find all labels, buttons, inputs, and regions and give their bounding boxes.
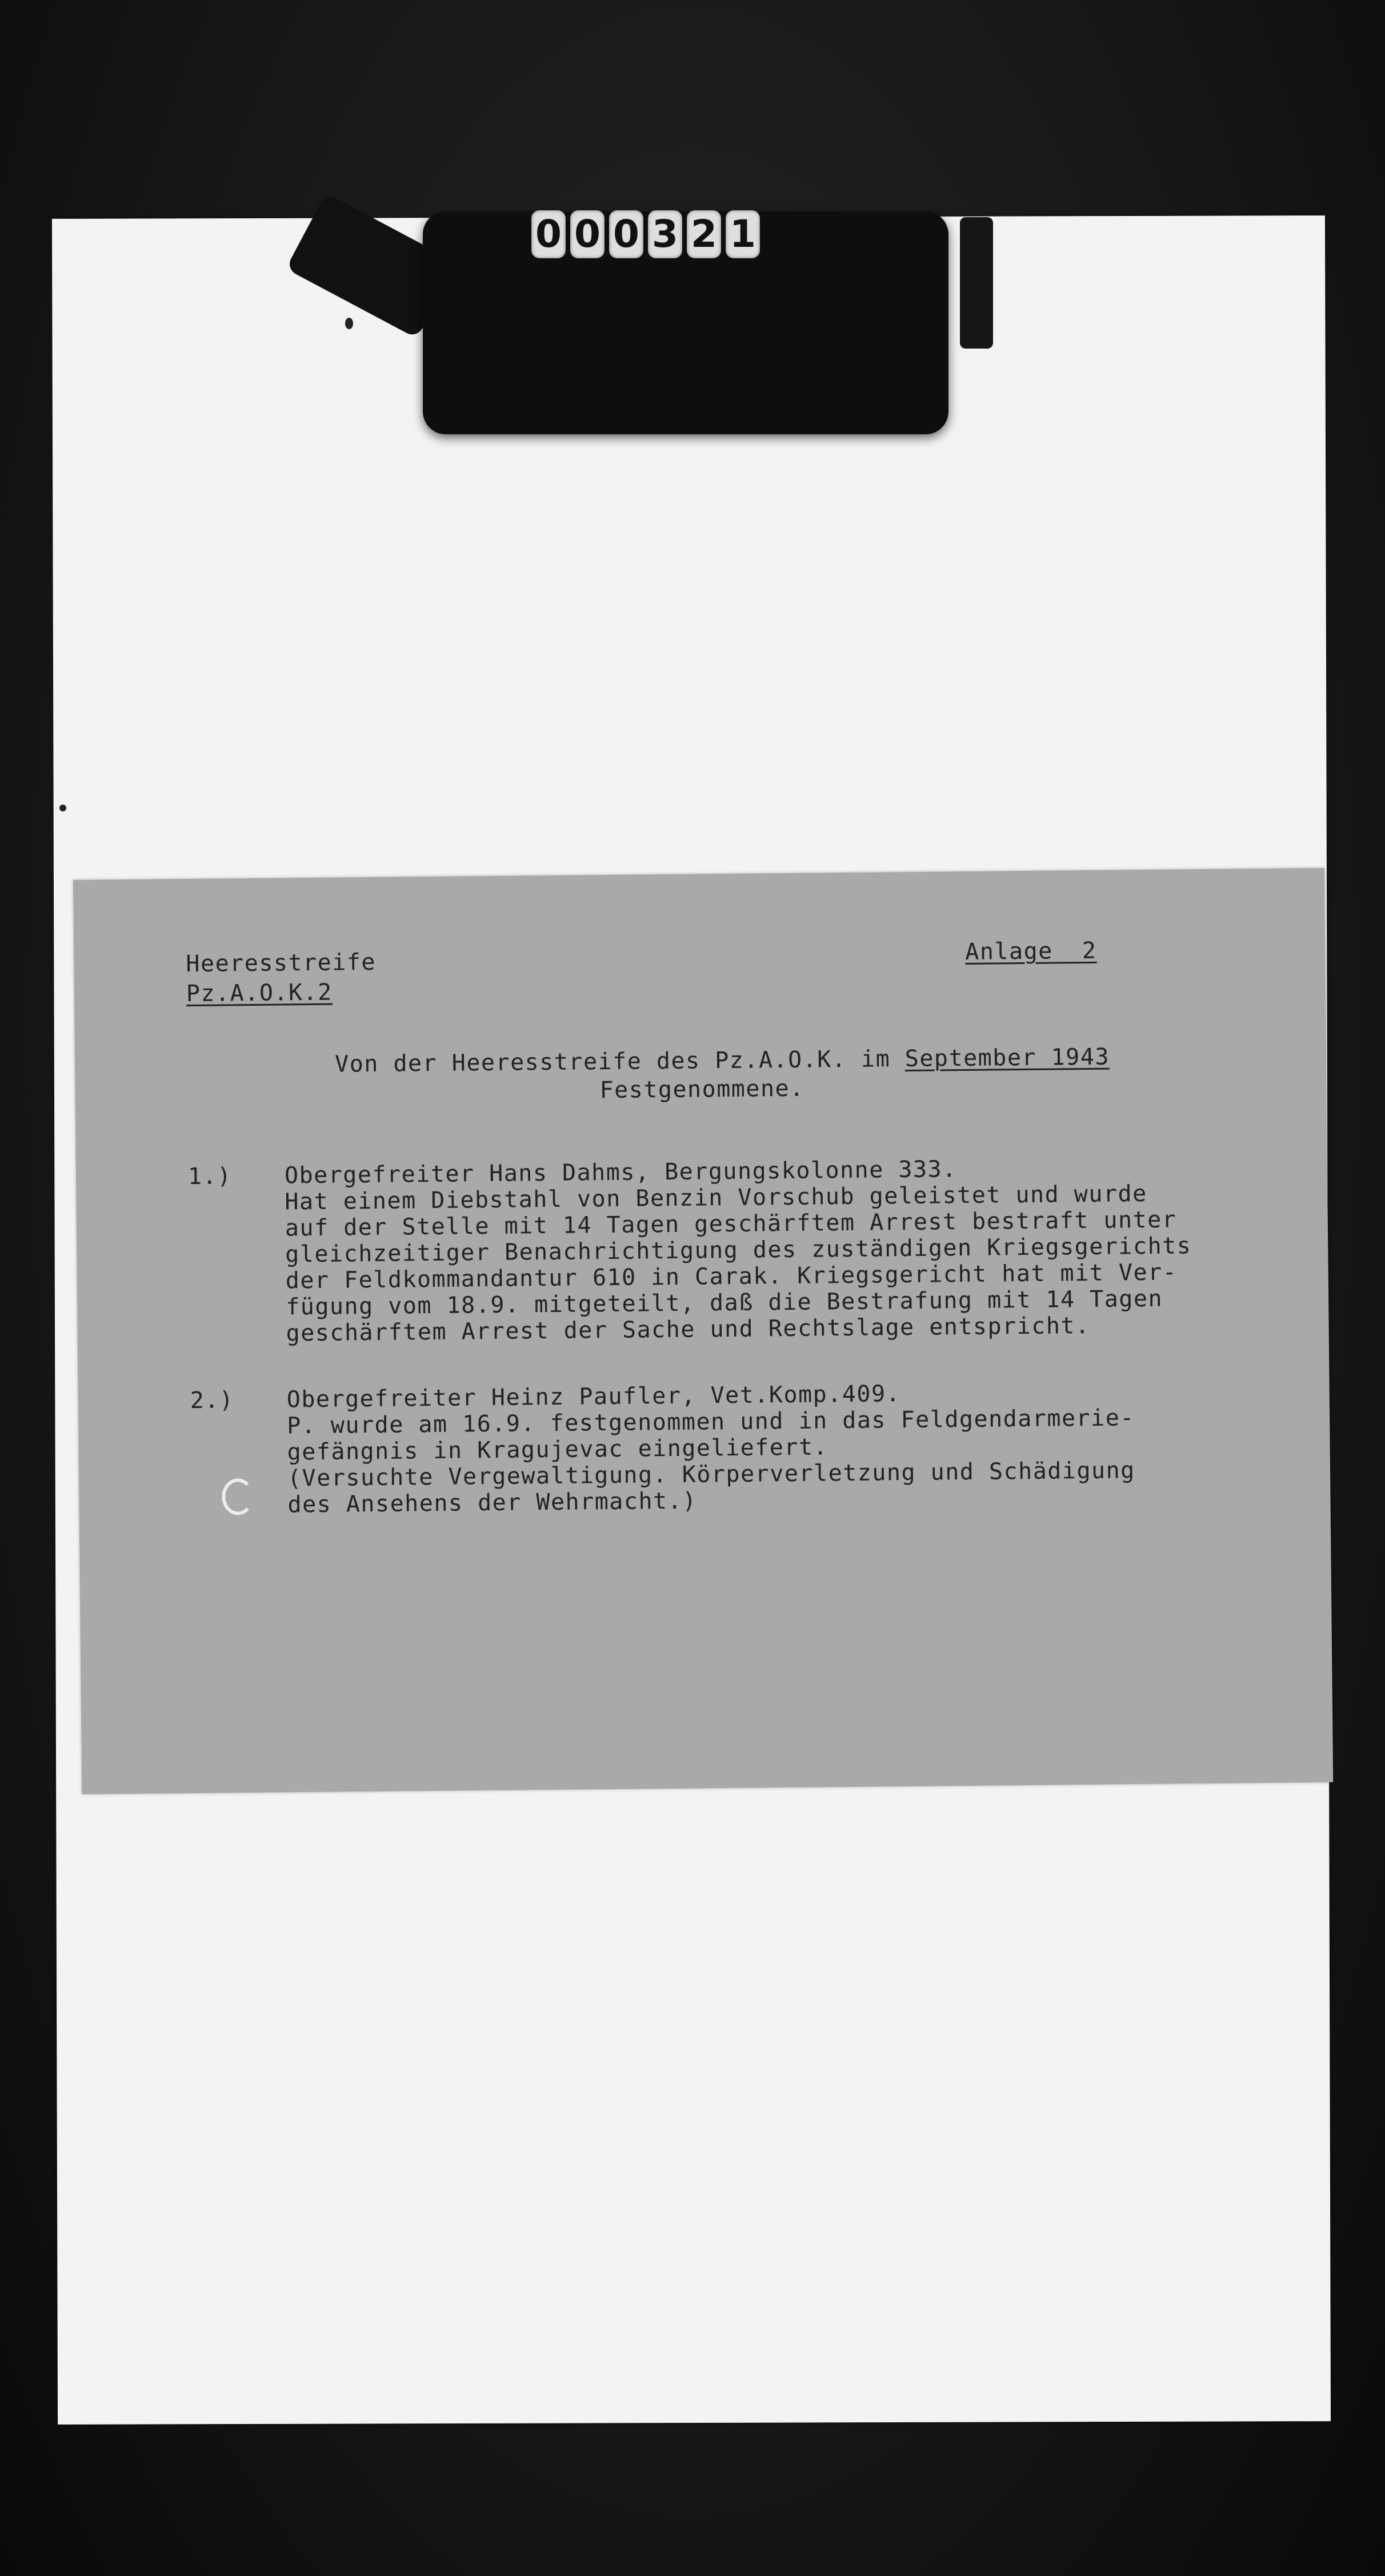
counter-digit: 0 — [531, 210, 566, 258]
entry-line: gleichzeitiger Benachrichtigung des zuständigen Kriegsgerichts — [285, 1233, 1192, 1268]
counter-digit: 3 — [648, 210, 682, 258]
film-speck — [345, 318, 353, 329]
document-page — [73, 868, 1333, 1794]
film-speck — [59, 805, 66, 811]
entry-line: P. wurde am 16.9. festgenommen und in das Feldgendarmerie- — [286, 1405, 1135, 1439]
attachment-label: Anlage 2 — [965, 937, 1097, 966]
punch-hole — [222, 1478, 254, 1515]
entry-line: geschärftem Arrest der Sache und Rechtslage entspricht. — [286, 1312, 1090, 1347]
header-unit: Heeresstreife — [186, 949, 377, 978]
entry-number: 1.) — [187, 1163, 232, 1190]
counter-digit: 0 — [609, 210, 643, 258]
document-title — [335, 1044, 1110, 1078]
entry-line: auf der Stelle mit 14 Tagen geschärftem Arrest bestraft unter — [285, 1206, 1177, 1242]
entry-line: (Versuchte Vergewaltigung. Körperverletzung und Schädigung — [287, 1457, 1135, 1492]
entry-number: 2.) — [190, 1387, 234, 1414]
document-subtitle: Festgenommene. — [599, 1075, 804, 1104]
counter-digits — [531, 210, 760, 262]
entry-line: Obergefreiter Heinz Paufler, Vet.Komp.409. — [286, 1381, 901, 1413]
entry-body — [285, 1154, 1192, 1346]
counter-digit: 0 — [570, 210, 605, 258]
entry-line: gefängnis in Kragujevac eingeliefert. — [287, 1434, 828, 1466]
entry-line: Obergefreiter Hans Dahms, Bergungskolonne 333. — [284, 1156, 957, 1189]
entry-body — [287, 1378, 1136, 1518]
entry-line: des Ansehens der Wehrmacht.) — [287, 1487, 697, 1518]
counter-digit: 2 — [687, 210, 721, 258]
document-title-date: September 1943 — [904, 1043, 1110, 1073]
counter-knob — [960, 217, 993, 349]
entry-line: der Feldkommandantur 610 in Carak. Kriegsgericht hat mit Ver- — [285, 1259, 1178, 1294]
header-unit-code: Pz.A.O.K.2 — [186, 979, 333, 1007]
counter-digit: 1 — [726, 210, 760, 258]
entry-line: fügung vom 18.9. mitgeteilt, daß die Bestrafung mit 14 Tagen — [285, 1285, 1163, 1321]
document-title-text: Von der Heeresstreife des Pz.A.O.K. im — [334, 1046, 905, 1078]
entry-line: Hat einem Diebstahl von Benzin Vorschub geleistet und wurde — [285, 1180, 1147, 1215]
